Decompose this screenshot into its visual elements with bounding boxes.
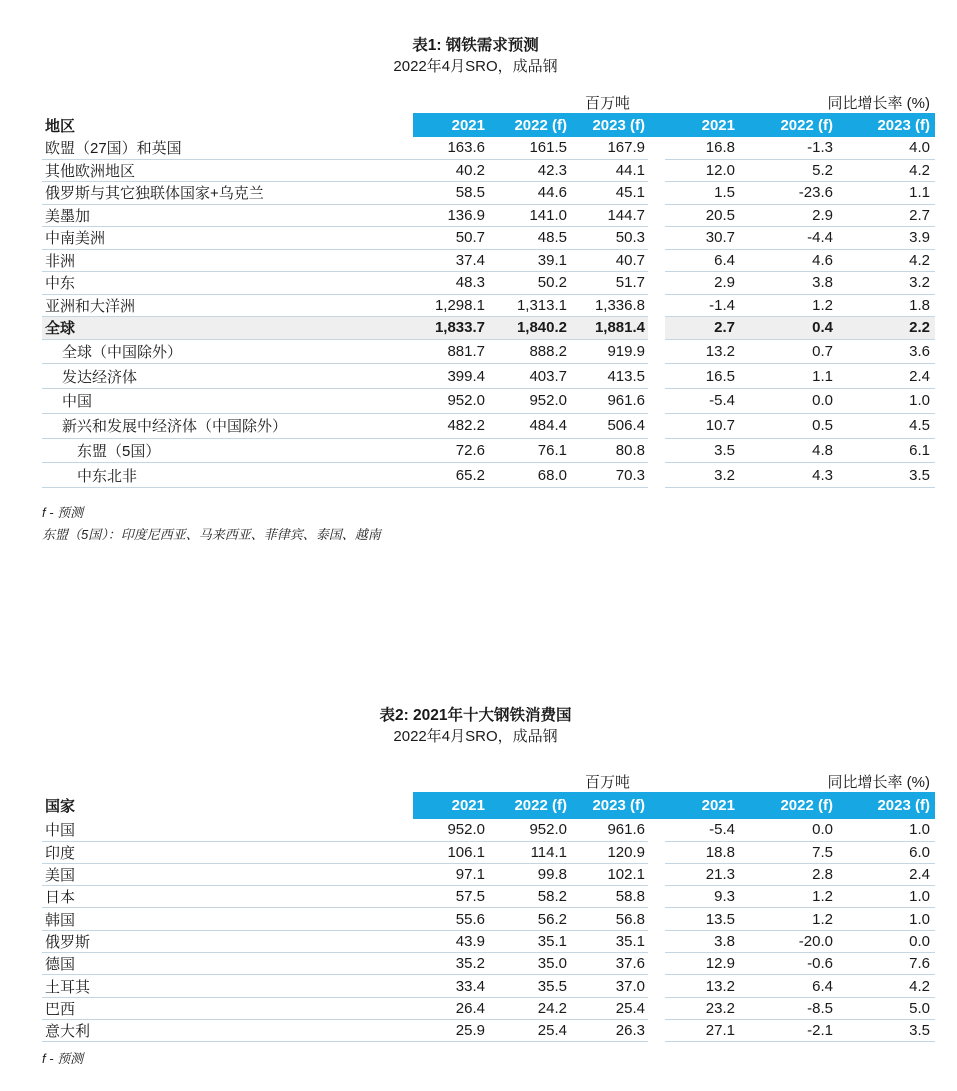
table2-title: 表2: 2021年十大钢铁消费国 [379,707,572,725]
cell-value: 1.0 [909,392,930,410]
cell-value: 13.2 [705,977,735,995]
cell-value: 44.1 [615,161,645,179]
year-header: 2023 (f) [877,797,930,815]
table-row [42,908,935,930]
column-gap [648,792,665,819]
cell-value: -8.5 [807,999,833,1017]
cell-value: 919.9 [607,342,645,360]
table-steel-demand-forecast [42,36,935,546]
cell-value: 26.3 [615,1022,645,1040]
cell-value: 5.2 [812,161,833,179]
table-row [42,160,935,183]
cell-value: 1.2 [812,296,833,314]
cell-value: 0.0 [812,392,833,410]
cell-value: 2.9 [812,206,833,224]
cell-value: 16.5 [705,367,735,385]
column-gap [648,205,665,228]
cell-value: 1.2 [812,910,833,928]
table-row [42,182,935,205]
cell-value: 3.6 [909,342,930,360]
table-row [42,272,935,295]
table-row [42,364,935,389]
column-gap [648,931,665,953]
cell-value: 3.8 [714,932,735,950]
column-gap [648,414,665,439]
table-row [42,137,935,160]
cell-value: 37.4 [455,251,485,269]
cell-value: 482.2 [447,417,485,435]
column-gap [648,842,665,864]
table-top-consumers [42,706,935,1070]
row-label: 意大利 [45,1023,91,1041]
cell-value: 881.7 [447,342,485,360]
cell-value: 136.9 [447,206,485,224]
cell-value: 2.9 [714,274,735,292]
column-gap [648,953,665,975]
cell-value: 55.6 [455,910,485,928]
cell-value: 0.4 [812,319,833,337]
row-label: 亚洲和大洋洲 [45,297,136,315]
cell-value: 2.4 [909,367,930,385]
column-gap [648,113,665,137]
table-row [42,250,935,273]
row-label: 全球 [45,320,76,338]
cell-value: 4.8 [812,442,833,460]
cell-value: 70.3 [615,466,645,484]
row-label: 韩国 [45,911,76,929]
cell-value: -1.4 [709,296,735,314]
cell-value: 42.3 [537,161,567,179]
table-row [42,227,935,250]
cell-value: 16.8 [705,139,735,157]
table-row [42,439,935,464]
cell-value: 9.3 [714,888,735,906]
row-label: 俄罗斯 [45,933,91,951]
cell-value: 3.8 [812,274,833,292]
unit-label: 百万吨 [584,774,630,792]
cell-value: 30.7 [705,229,735,247]
column-gap [648,250,665,273]
cell-value: 2.2 [909,319,930,337]
cell-value: 35.1 [537,932,567,950]
cell-value: 144.7 [607,206,645,224]
cell-value: 4.2 [909,977,930,995]
cell-value: 97.1 [455,866,485,884]
cell-value: 12.0 [705,161,735,179]
table-row [42,295,935,318]
cell-value: 13.5 [705,910,735,928]
cell-value: 25.9 [455,1022,485,1040]
table-row [42,389,935,414]
cell-value: 2.7 [714,319,735,337]
cell-value: 2.7 [909,206,930,224]
cell-value: 50.3 [615,229,645,247]
cell-value: 7.5 [812,843,833,861]
table2-rows [42,819,935,1042]
table2-header-row [42,792,935,819]
column-gap [648,389,665,414]
year-header: 2021 [451,116,485,134]
table-row [42,886,935,908]
cell-value: 1.5 [714,184,735,202]
cell-value: -1.3 [807,139,833,157]
cell-value: 1,833.7 [434,319,485,337]
cell-value: 888.2 [529,342,567,360]
cell-value: 106.1 [447,843,485,861]
row-label: 美国 [45,867,76,885]
cell-value: 3.2 [909,274,930,292]
row-label: 新兴和发展中经济体（中国除外） [62,418,288,436]
table-row [42,931,935,953]
cell-value: 4.3 [812,466,833,484]
cell-value: 48.3 [455,274,485,292]
row-label: 德国 [45,956,76,974]
cell-value: 7.6 [909,955,930,973]
cell-value: 0.0 [909,932,930,950]
footnote: f - 预测 [42,1051,84,1067]
row-label: 中南美洲 [45,230,106,248]
cell-value: 80.8 [615,442,645,460]
year-header: 2022 (f) [514,797,567,815]
table2-column-group-labels [42,771,935,792]
year-header: 2021 [451,797,485,815]
cell-value: 0.7 [812,342,833,360]
cell-value: 1.1 [812,367,833,385]
row-label: 中东北非 [77,467,138,485]
column-gap [648,998,665,1020]
cell-value: 1,298.1 [434,296,485,314]
column-gap [648,340,665,365]
cell-value: 25.4 [537,1022,567,1040]
cell-value: 39.1 [537,251,567,269]
year-header: 2022 (f) [780,116,833,134]
cell-value: 1.1 [909,184,930,202]
cell-value: 102.1 [607,866,645,884]
column-gap [648,182,665,205]
table1-footnotes [42,502,935,546]
cell-value: 35.5 [537,977,567,995]
table-row [42,414,935,439]
cell-value: 24.2 [537,999,567,1017]
cell-value: 141.0 [529,206,567,224]
cell-value: 1,840.2 [516,319,567,337]
table2-year-header-bar [413,792,935,819]
cell-value: 50.7 [455,229,485,247]
table-row [42,205,935,228]
row-label: 美墨加 [45,207,91,225]
year-header: 2023 (f) [592,116,645,134]
cell-value: 952.0 [529,821,567,839]
table1-main-rows [42,137,935,340]
table1-year-header-bar [413,113,935,137]
column-gap [648,137,665,160]
cell-value: 1.0 [909,888,930,906]
table-row [42,953,935,975]
row-label: 俄罗斯与其它独联体国家+乌克兰 [45,185,264,203]
table-row [42,864,935,886]
column-gap [648,975,665,997]
column-gap [648,439,665,464]
column-gap [648,364,665,389]
table1-header-row [42,113,935,137]
column-gap [648,1020,665,1042]
cell-value: 13.2 [705,342,735,360]
cell-value: 0.0 [812,821,833,839]
cell-value: 37.6 [615,955,645,973]
cell-value: 1.8 [909,296,930,314]
row-header-label: 地区 [45,117,76,135]
cell-value: 6.4 [812,977,833,995]
cell-value: 51.7 [615,274,645,292]
footnote: f - 预测 [42,505,84,521]
cell-value: 21.3 [705,866,735,884]
cell-value: 48.5 [537,229,567,247]
table-row [42,1020,935,1042]
cell-value: 50.2 [537,274,567,292]
cell-value: 18.8 [705,843,735,861]
cell-value: 27.1 [705,1022,735,1040]
cell-value: 58.5 [455,184,485,202]
row-label: 其他欧洲地区 [45,162,136,180]
cell-value: 484.4 [529,417,567,435]
cell-value: 57.5 [455,888,485,906]
cell-value: 2.8 [812,866,833,884]
table1-title: 表1: 钢铁需求预测 [412,37,539,54]
cell-value: 4.5 [909,417,930,435]
cell-value: 99.8 [537,866,567,884]
cell-value: 72.6 [455,442,485,460]
cell-value: 23.2 [705,999,735,1017]
cell-value: 6.4 [714,251,735,269]
cell-value: -4.4 [807,229,833,247]
growth-rate-label: 同比增长率 (%) [827,95,930,112]
row-label: 土耳其 [45,978,91,996]
cell-value: 163.6 [447,139,485,157]
cell-value: 2.4 [909,866,930,884]
table-row [42,975,935,997]
cell-value: 35.2 [455,955,485,973]
row-label: 印度 [45,844,76,862]
year-header: 2022 (f) [780,797,833,815]
cell-value: -0.6 [807,955,833,973]
year-header: 2021 [701,797,735,815]
cell-value: 413.5 [607,367,645,385]
cell-value: 167.9 [607,139,645,157]
cell-value: 114.1 [530,843,567,861]
cell-value: 3.5 [909,466,930,484]
year-header: 2023 (f) [592,797,645,815]
cell-value: 399.4 [447,367,485,385]
cell-value: 40.2 [455,161,485,179]
row-label: 东盟（5国） [77,443,161,461]
column-gap [648,864,665,886]
cell-value: 4.2 [909,251,930,269]
cell-value: 3.9 [909,229,930,247]
row-label: 中国 [62,393,93,411]
cell-value: 1.0 [909,910,930,928]
table1-subtitle: 2022年4月SRO，成品钢 [393,58,558,75]
column-gap [648,886,665,908]
cell-value: 44.6 [537,184,567,202]
row-header-label: 国家 [45,798,76,816]
cell-value: 120.9 [607,843,645,861]
cell-value: 43.9 [455,932,485,950]
cell-value: 65.2 [455,466,485,484]
table-row [42,340,935,365]
cell-value: 4.6 [812,251,833,269]
cell-value: 1.0 [909,821,930,839]
cell-value: 56.8 [615,910,645,928]
column-gap [648,272,665,295]
cell-value: 5.0 [909,999,930,1017]
cell-value: 26.4 [455,999,485,1017]
cell-value: 6.1 [909,442,930,460]
growth-rate-label: 同比增长率 (%) [827,774,930,792]
cell-value: 35.1 [615,932,645,950]
cell-value: 6.0 [909,843,930,861]
row-label: 发达经济体 [62,368,138,386]
table-row [42,842,935,864]
column-gap [648,160,665,183]
table-row [42,317,935,340]
cell-value: 45.1 [615,184,645,202]
table-row [42,463,935,488]
cell-value: 33.4 [455,977,485,995]
cell-value: 25.4 [615,999,645,1017]
year-header: 2021 [701,116,735,134]
cell-value: 961.6 [607,392,645,410]
column-gap [648,908,665,930]
column-gap [648,819,665,841]
cell-value: 952.0 [529,392,567,410]
cell-value: 0.5 [812,417,833,435]
cell-value: 1,336.8 [594,296,645,314]
cell-value: -2.1 [807,1022,833,1040]
table-row [42,998,935,1020]
row-label: 欧盟（27国）和英国 [45,140,182,158]
footnote: 东盟（5国）：印度尼西亚、马来西亚、菲律宾、泰国、越南 [42,527,381,543]
cell-value: 3.5 [714,442,735,460]
cell-value: 3.5 [909,1022,930,1040]
cell-value: 40.7 [615,251,645,269]
cell-value: 952.0 [447,392,485,410]
table-row [42,819,935,841]
cell-value: 1,313.1 [516,296,567,314]
row-label: 巴西 [45,1000,76,1018]
cell-value: 12.9 [705,955,735,973]
cell-value: 4.2 [909,161,930,179]
row-label: 日本 [45,889,76,907]
table1-breakdown-rows [42,340,935,489]
table2-footnotes [42,1048,935,1070]
row-label: 中国 [45,822,76,840]
table1-column-group-labels [42,92,935,113]
row-label: 非洲 [45,252,76,270]
row-label: 全球（中国除外） [62,343,183,361]
cell-value: -23.6 [798,184,833,202]
cell-value: 10.7 [705,417,735,435]
column-gap [648,227,665,250]
cell-value: 961.6 [607,821,645,839]
cell-value: 1.2 [812,888,833,906]
cell-value: 35.0 [537,955,567,973]
cell-value: 3.2 [714,466,735,484]
table2-subtitle: 2022年4月SRO，成品钢 [393,728,558,746]
cell-value: 58.8 [615,888,645,906]
unit-label: 百万吨 [584,95,630,112]
column-gap [648,295,665,318]
cell-value: 4.0 [909,139,930,157]
cell-value: 952.0 [447,821,485,839]
cell-value: 403.7 [529,367,567,385]
cell-value: 76.1 [537,442,567,460]
cell-value: 37.0 [615,977,645,995]
cell-value: 1,881.4 [594,319,645,337]
cell-value: -5.4 [709,392,735,410]
cell-value: 58.2 [537,888,567,906]
cell-value: -5.4 [709,821,735,839]
cell-value: 68.0 [537,466,567,484]
cell-value: 161.5 [529,139,567,157]
cell-value: 20.5 [705,206,735,224]
row-label: 中东 [45,275,76,293]
year-header: 2022 (f) [514,116,567,134]
column-gap [648,463,665,488]
cell-value: -20.0 [798,932,833,950]
cell-value: 506.4 [607,417,645,435]
year-header: 2023 (f) [877,116,930,134]
cell-value: 56.2 [537,910,567,928]
column-gap [648,317,665,340]
